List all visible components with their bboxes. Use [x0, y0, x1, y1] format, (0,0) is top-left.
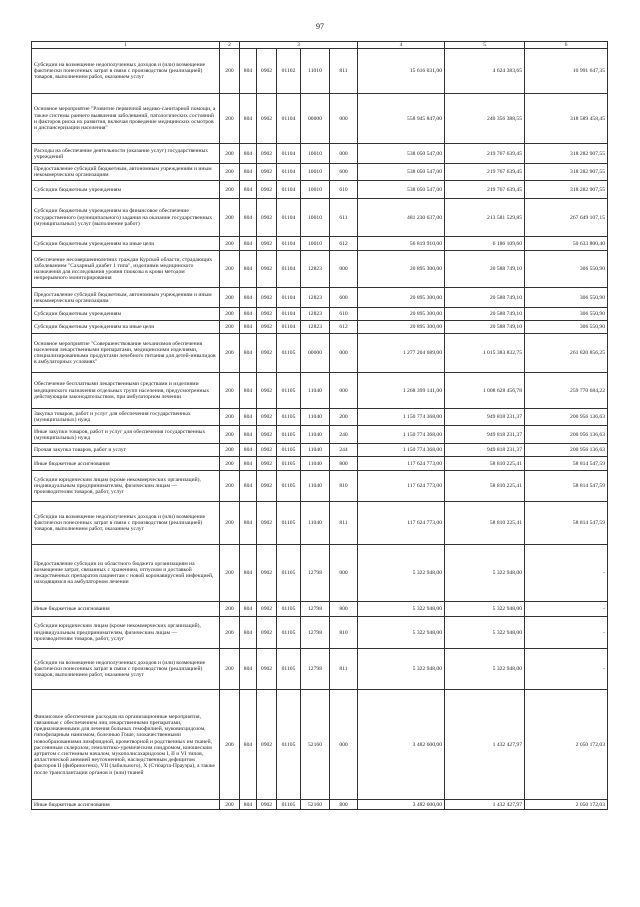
code-direction: 12798	[301, 545, 330, 602]
table-row	[32, 288, 608, 308]
code-expense-type: 000	[330, 690, 358, 800]
row-name: Прочая закупка товаров, работ и услуг	[32, 444, 220, 457]
code-section: 804	[240, 800, 257, 810]
code-program: 01104	[277, 94, 301, 144]
table-row	[32, 94, 608, 144]
code-section: 804	[240, 334, 257, 373]
code-direction: 11040	[301, 444, 330, 457]
table-row	[32, 426, 608, 444]
value-remaining: 318 282 907,55	[525, 144, 608, 164]
code-admin: 200	[220, 690, 240, 800]
code-direction: 11010	[301, 49, 330, 94]
value-executed: 5 322 948,00	[445, 617, 525, 649]
code-admin: 200	[220, 251, 240, 288]
row-name: Субсидии бюджетным учреждениям на финансовое обеспечение государственного (муниципального) задания на оказание государственных (муниципальных) услуг (выполнение работ)	[32, 199, 220, 237]
code-section: 804	[240, 308, 257, 321]
table-row	[32, 545, 608, 602]
code-program: 01105	[277, 373, 301, 409]
value-remaining: 10 991 647,35	[525, 49, 608, 94]
code-program: 01105	[277, 426, 301, 444]
value-approved: 5 322 948,00	[358, 545, 445, 602]
code-subsection: 0902	[257, 164, 277, 181]
code-expense-type: 000	[330, 373, 358, 409]
code-direction: 11040	[301, 457, 330, 471]
code-direction: 10010	[301, 181, 330, 199]
value-remaining: 259 770 684,22	[525, 373, 608, 409]
code-admin: 200	[220, 164, 240, 181]
code-subsection: 0902	[257, 181, 277, 199]
value-approved: 1 150 774 368,00	[358, 426, 445, 444]
value-executed: 5 322 948,00	[445, 545, 525, 602]
value-remaining: 306 550,90	[525, 308, 608, 321]
code-subsection: 0902	[257, 409, 277, 426]
code-direction: 10010	[301, 237, 330, 251]
code-section: 804	[240, 251, 257, 288]
value-approved: 538 050 547,00	[358, 144, 445, 164]
value-remaining: 58 814 547,59	[525, 457, 608, 471]
value-remaining: 200 956 136,63	[525, 409, 608, 426]
code-section: 804	[240, 164, 257, 181]
code-section: 804	[240, 199, 257, 237]
value-approved: 1 150 774 368,00	[358, 444, 445, 457]
value-remaining: 261 820 856,25	[525, 334, 608, 373]
row-name: Субсидии бюджетным учреждениям	[32, 181, 220, 199]
table-row	[32, 444, 608, 457]
value-executed: 949 818 231,37	[445, 444, 525, 457]
table-row	[32, 602, 608, 617]
table-row	[32, 49, 608, 94]
row-name: Субсидии юридическим лицам (кроме некоммерческих организаций), индивидуальным предпринимателям, физическим лицам — производителям товаров, работ, услуг	[32, 617, 220, 649]
code-expense-type: 244	[330, 444, 358, 457]
code-admin: 200	[220, 288, 240, 308]
row-name: Расходы на обеспечение деятельности (оказание услуг) государственных учреждений	[32, 144, 220, 164]
row-name: Субсидии бюджетным учреждениям на иные цели	[32, 321, 220, 334]
code-expense-type: 000	[330, 334, 358, 373]
value-remaining: 58 814 547,59	[525, 502, 608, 545]
code-subsection: 0902	[257, 471, 277, 502]
value-approved: 3 482 600,00	[358, 800, 445, 810]
code-section: 804	[240, 144, 257, 164]
code-direction: 10010	[301, 164, 330, 181]
value-remaining: 2 050 172,03	[525, 800, 608, 810]
code-subsection: 0902	[257, 308, 277, 321]
code-subsection: 0902	[257, 602, 277, 617]
table-row	[32, 373, 608, 409]
code-program: 01105	[277, 602, 301, 617]
code-expense-type: 000	[330, 251, 358, 288]
value-executed: 219 767 639,45	[445, 181, 525, 199]
code-direction: 12823	[301, 288, 330, 308]
value-approved: 56 819 910,00	[358, 237, 445, 251]
code-section: 804	[240, 237, 257, 251]
code-subsection: 0902	[257, 800, 277, 810]
code-direction: 11040	[301, 471, 330, 502]
code-subsection: 0902	[257, 334, 277, 373]
value-executed: 58 810 225,41	[445, 471, 525, 502]
header-row	[32, 42, 608, 49]
code-program: 01105	[277, 502, 301, 545]
value-remaining: -	[525, 602, 608, 617]
header-col-1: 1	[32, 42, 220, 49]
value-approved: 481 230 637,00	[358, 199, 445, 237]
code-expense-type: 611	[330, 199, 358, 237]
code-section: 804	[240, 471, 257, 502]
value-approved: 20 895 300,00	[358, 321, 445, 334]
value-remaining: 306 550,90	[525, 251, 608, 288]
code-subsection: 0902	[257, 237, 277, 251]
code-program: 01105	[277, 334, 301, 373]
header-col-3: 3	[240, 42, 358, 49]
code-section: 804	[240, 321, 257, 334]
value-approved: 1 277 204 689,00	[358, 334, 445, 373]
table-row	[32, 617, 608, 649]
value-executed: 1 432 427,97	[445, 800, 525, 810]
code-direction: 11040	[301, 409, 330, 426]
value-executed: 219 767 639,45	[445, 144, 525, 164]
code-expense-type: 811	[330, 49, 358, 94]
code-admin: 200	[220, 144, 240, 164]
value-approved: 20 895 300,00	[358, 308, 445, 321]
code-expense-type: 000	[330, 144, 358, 164]
code-direction: 00000	[301, 94, 330, 144]
code-program: 01105	[277, 444, 301, 457]
value-remaining: -	[525, 545, 608, 602]
code-direction: 11040	[301, 502, 330, 545]
code-direction: 00000	[301, 334, 330, 373]
value-approved: 538 050 547,00	[358, 181, 445, 199]
code-expense-type: 000	[330, 94, 358, 144]
value-executed: 240 356 388,55	[445, 94, 525, 144]
code-program: 01104	[277, 288, 301, 308]
code-expense-type: 612	[330, 321, 358, 334]
code-expense-type: 612	[330, 237, 358, 251]
code-section: 804	[240, 545, 257, 602]
value-remaining: 306 550,90	[525, 288, 608, 308]
row-name: Субсидии на возмещение недополученных доходов и (или) возмещение фактически понесенных затрат в связи с производством (реализацией) товаров, выполнением работ, оказанием услуг	[32, 49, 220, 94]
code-program: 01104	[277, 164, 301, 181]
code-admin: 200	[220, 502, 240, 545]
code-admin: 200	[220, 181, 240, 199]
value-approved: 20 895 300,00	[358, 288, 445, 308]
code-admin: 200	[220, 334, 240, 373]
value-executed: 5 322 948,00	[445, 649, 525, 690]
row-name: Предоставление субсидий бюджетным, автономным учреждениям и иным некоммерческим организациям	[32, 164, 220, 181]
code-program: 01102	[277, 49, 301, 94]
code-subsection: 0902	[257, 426, 277, 444]
code-program: 01104	[277, 237, 301, 251]
code-direction: 12823	[301, 308, 330, 321]
code-subsection: 0902	[257, 373, 277, 409]
code-section: 804	[240, 426, 257, 444]
row-name: Предоставление субсидий бюджетным, автономным учреждениям и иным некоммерческим организациям	[32, 288, 220, 308]
row-name: Иные бюджетные ассигнования	[32, 457, 220, 471]
row-name: Основное мероприятие "Совершенствование механизмов обеспечения населения лекарственными препаратами, медицинскими изделиями, специализированными продуктами лечебного питания для детей-инвалидов в амбулаторных условиях"	[32, 334, 220, 373]
code-section: 804	[240, 409, 257, 426]
row-name: Предоставление субсидии из областного бюджета организациям на возмещение затрат, связанных с хранением, отпуском и доставкой лекарственных препаратов пациентам с новой коронавирусной инфекцией, находящимся на амбулаторном лечении	[32, 545, 220, 602]
code-subsection: 0902	[257, 49, 277, 94]
value-approved: 538 050 547,00	[358, 164, 445, 181]
code-direction: 10010	[301, 144, 330, 164]
value-remaining: 200 956 136,63	[525, 426, 608, 444]
code-program: 01105	[277, 649, 301, 690]
code-program: 01105	[277, 545, 301, 602]
code-section: 804	[240, 94, 257, 144]
code-subsection: 0902	[257, 288, 277, 308]
value-remaining: 58 814 547,59	[525, 471, 608, 502]
code-admin: 200	[220, 199, 240, 237]
code-subsection: 0902	[257, 199, 277, 237]
code-expense-type: 811	[330, 649, 358, 690]
value-approved: 5 322 948,00	[358, 602, 445, 617]
row-name: Субсидии бюджетным учреждениям на иные цели	[32, 237, 220, 251]
code-program: 01104	[277, 251, 301, 288]
value-approved: 117 624 773,00	[358, 457, 445, 471]
code-section: 804	[240, 502, 257, 545]
row-name: Иные закупки товаров, работ и услуг для обеспечения государственных (муниципальных) нужд	[32, 426, 220, 444]
code-direction: 12823	[301, 321, 330, 334]
value-executed: 20 588 749,10	[445, 321, 525, 334]
code-section: 804	[240, 617, 257, 649]
table-row	[32, 334, 608, 373]
code-direction: 12798	[301, 602, 330, 617]
row-name: Финансовое обеспечение расходов на организационные мероприятия, связанные с обеспечением лиц лекарственными препаратами, предназначенными для лечения больных гемофилией, муковисцидозом, гипофизарным нанизмом, болезнью Гоше, злокачественными новообразованиями лимфоидной, кроветворной и родственных им тканей, рассеянным склерозом, гемолитико-уремическим синдромом, юношеским артритом с системным началом, мукополисахаридозом I, II и VI типов, апластической анемией неуточненной, наследственным дефицитом факторов II (фибриногена), VII (лабильного), X (Стюарта-Прауэра), а также после трансплантации органов и (или) тканей	[32, 690, 220, 800]
code-expense-type: 810	[330, 617, 358, 649]
table-row	[32, 502, 608, 545]
code-expense-type: 800	[330, 602, 358, 617]
table-row	[32, 471, 608, 502]
value-remaining: 306 550,90	[525, 321, 608, 334]
code-subsection: 0902	[257, 457, 277, 471]
value-executed: 58 810 225,41	[445, 502, 525, 545]
code-admin: 200	[220, 471, 240, 502]
table-row	[32, 164, 608, 181]
code-direction: 12798	[301, 617, 330, 649]
code-section: 804	[240, 181, 257, 199]
code-admin: 200	[220, 457, 240, 471]
value-remaining: 318 282 907,55	[525, 164, 608, 181]
value-approved: 20 895 300,00	[358, 251, 445, 288]
code-program: 01105	[277, 471, 301, 502]
code-subsection: 0902	[257, 690, 277, 800]
code-program: 01104	[277, 321, 301, 334]
code-subsection: 0902	[257, 251, 277, 288]
table-row	[32, 181, 608, 199]
code-expense-type: 600	[330, 164, 358, 181]
table-row	[32, 199, 608, 237]
value-approved: 1 268 399 141,00	[358, 373, 445, 409]
value-executed: 949 818 231,37	[445, 409, 525, 426]
code-subsection: 0902	[257, 144, 277, 164]
row-name: Субсидии юридическим лицам (кроме некоммерческих организаций), индивидуальным предпринимателям, физическим лицам — производителям товаров, работ, услуг	[32, 471, 220, 502]
row-name: Основное мероприятие "Развитие первичной медико-санитарной помощи, а также системы раннего выявления заболеваний, патологических состояний и факторов риска их развития, включая проведение медицинских осмотров и диспансеризации населения"	[32, 94, 220, 144]
code-admin: 200	[220, 237, 240, 251]
code-direction: 52160	[301, 800, 330, 810]
value-approved: 5 322 948,00	[358, 617, 445, 649]
code-direction: 52160	[301, 690, 330, 800]
value-executed: 20 588 749,10	[445, 288, 525, 308]
code-section: 804	[240, 49, 257, 94]
row-name: Субсидии на возмещение недополученных доходов и (или) возмещение фактически понесенных затрат в связи с производством (реализацией) товаров, выполнением работ, оказанием услуг	[32, 649, 220, 690]
code-expense-type: 800	[330, 457, 358, 471]
code-direction: 12823	[301, 251, 330, 288]
value-remaining: -	[525, 617, 608, 649]
value-executed: 949 818 231,37	[445, 426, 525, 444]
code-admin: 200	[220, 649, 240, 690]
code-program: 01104	[277, 144, 301, 164]
value-executed: 213 581 529,85	[445, 199, 525, 237]
code-subsection: 0902	[257, 617, 277, 649]
value-remaining: 200 956 136,63	[525, 444, 608, 457]
code-direction: 11040	[301, 426, 330, 444]
value-executed: 1 015 383 832,75	[445, 334, 525, 373]
code-expense-type: 240	[330, 426, 358, 444]
code-expense-type: 200	[330, 409, 358, 426]
header-col-6: 6	[525, 42, 608, 49]
value-remaining: 318 282 907,55	[525, 181, 608, 199]
code-admin: 200	[220, 444, 240, 457]
code-section: 804	[240, 602, 257, 617]
value-approved: 1 150 774 368,00	[358, 409, 445, 426]
code-expense-type: 811	[330, 502, 358, 545]
row-name: Обеспечение несовершеннолетних граждан Курской области, страдающих заболеванием "Сахарный диабет 1 типа", изделиями медицинского назначения для исследования уровня глюкозы в крови методом непрерывного мониторирования	[32, 251, 220, 288]
value-approved: 117 624 773,00	[358, 471, 445, 502]
value-remaining: -	[525, 649, 608, 690]
code-direction: 11040	[301, 373, 330, 409]
row-name: Обеспечение бесплатными лекарственными средствами и изделиями медицинского назначения отдельных групп населения, предусмотренных действующим законодательством, при амбулаторном лечении	[32, 373, 220, 409]
code-program: 01105	[277, 690, 301, 800]
table-row	[32, 251, 608, 288]
code-expense-type: 600	[330, 288, 358, 308]
code-program: 01105	[277, 800, 301, 810]
value-remaining: 267 649 107,15	[525, 199, 608, 237]
value-remaining: 50 633 800,40	[525, 237, 608, 251]
code-section: 804	[240, 649, 257, 690]
value-executed: 1 008 628 456,78	[445, 373, 525, 409]
value-remaining: 318 589 458,45	[525, 94, 608, 144]
value-remaining: 2 050 172,03	[525, 690, 608, 800]
row-name: Иные бюджетные ассигнования	[32, 602, 220, 617]
table-row	[32, 690, 608, 800]
code-expense-type: 610	[330, 181, 358, 199]
row-name: Иные бюджетные ассигнования	[32, 800, 220, 810]
code-admin: 200	[220, 602, 240, 617]
code-subsection: 0902	[257, 502, 277, 545]
code-subsection: 0902	[257, 545, 277, 602]
code-section: 804	[240, 457, 257, 471]
code-subsection: 0902	[257, 444, 277, 457]
table-row	[32, 457, 608, 471]
code-admin: 200	[220, 409, 240, 426]
table-row	[32, 800, 608, 810]
code-admin: 200	[220, 321, 240, 334]
value-executed: 20 588 749,10	[445, 308, 525, 321]
header-col-4: 4	[358, 42, 445, 49]
code-subsection: 0902	[257, 321, 277, 334]
code-expense-type: 800	[330, 800, 358, 810]
code-program: 01104	[277, 199, 301, 237]
value-executed: 219 767 639,45	[445, 164, 525, 181]
value-executed: 58 810 225,41	[445, 457, 525, 471]
code-admin: 200	[220, 617, 240, 649]
table-row	[32, 321, 608, 334]
code-section: 804	[240, 373, 257, 409]
code-subsection: 0902	[257, 649, 277, 690]
table-row	[32, 144, 608, 164]
code-direction: 10010	[301, 199, 330, 237]
code-expense-type: 810	[330, 471, 358, 502]
code-admin: 200	[220, 373, 240, 409]
value-executed: 6 186 109,60	[445, 237, 525, 251]
code-section: 804	[240, 288, 257, 308]
code-program: 01105	[277, 617, 301, 649]
code-admin: 200	[220, 545, 240, 602]
row-name: Закупка товаров, работ и услуг для обеспечения государственных (муниципальных) нужд	[32, 409, 220, 426]
code-program: 01105	[277, 409, 301, 426]
value-executed: 5 322 948,00	[445, 602, 525, 617]
code-admin: 200	[220, 49, 240, 94]
code-program: 01104	[277, 308, 301, 321]
table-row	[32, 649, 608, 690]
budget-table	[31, 41, 608, 810]
value-approved: 117 624 773,00	[358, 502, 445, 545]
code-subsection: 0902	[257, 94, 277, 144]
header-col-5: 5	[445, 42, 525, 49]
table-row	[32, 237, 608, 251]
code-admin: 200	[220, 800, 240, 810]
code-admin: 200	[220, 308, 240, 321]
value-executed: 4 624 383,65	[445, 49, 525, 94]
header-col-2: 2	[220, 42, 240, 49]
code-program: 01104	[277, 181, 301, 199]
code-admin: 200	[220, 426, 240, 444]
value-approved: 5 322 948,00	[358, 649, 445, 690]
code-expense-type: 610	[330, 308, 358, 321]
page-number: 97	[316, 22, 324, 31]
code-section: 804	[240, 690, 257, 800]
value-approved: 558 945 847,00	[358, 94, 445, 144]
table-row	[32, 409, 608, 426]
value-approved: 15 616 031,00	[358, 49, 445, 94]
table-row	[32, 308, 608, 321]
row-name: Субсидии на возмещение недополученных доходов и (или) возмещение фактически понесенных затрат в связи с производством (реализацией) товаров, выполнением работ, оказанием услуг	[32, 502, 220, 545]
row-name: Субсидии бюджетным учреждениям	[32, 308, 220, 321]
code-program: 01105	[277, 457, 301, 471]
code-section: 804	[240, 444, 257, 457]
value-executed: 1 432 427,97	[445, 690, 525, 800]
code-direction: 12798	[301, 649, 330, 690]
value-executed: 20 588 749,10	[445, 251, 525, 288]
code-expense-type: 000	[330, 545, 358, 602]
value-approved: 3 482 600,00	[358, 690, 445, 800]
code-admin: 200	[220, 94, 240, 144]
